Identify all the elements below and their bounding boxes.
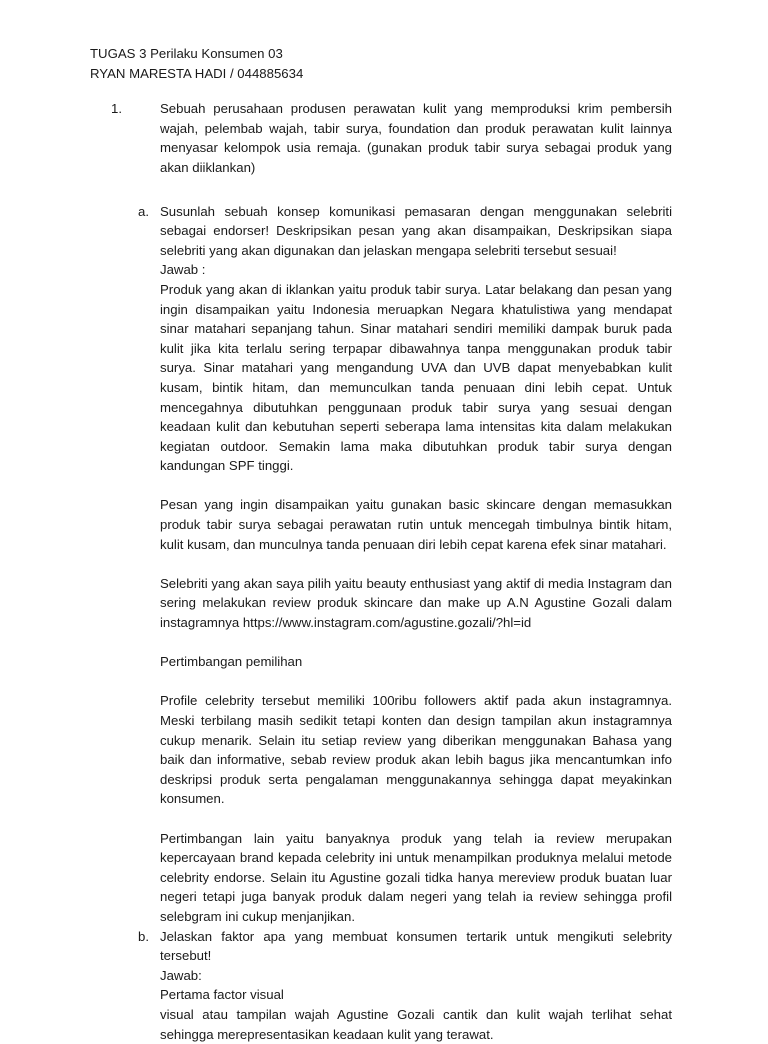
assignment-title: TUGAS 3 Perilaku Konsumen 03 [90,46,283,61]
part-a-answer-paragraph-3: Selebriti yang akan saya pilih yaitu beauty enthusiast yang aktif di media Instagram dan sering melakukan review produk skincare dan make up A.N Agustine Gozali dalam instagramnya https://www.instagram.com/agustine.gozali/?hl=id [160,575,672,631]
part-a-question: Susunlah sebuah konsep komunikasi pemasaran dengan menggunakan selebriti sebagai endorser! Deskripsikan pesan yang akan disampaikan, Deskripsikan siapa selebriti yang akan digunakan dan jelaskan mengapa selebriti tersebut sesuai! [160,203,672,258]
part-a-answer-paragraph-4: Profile celebrity tersebut memiliki 100ribu followers aktif pada akun instagramnya. Meski terbilang masih sedikit tetapi konten dan design tampilan akun instagramnya cukup menarik. Selain itu setiap review yang diberikan menggunakan Bahasa yang baik dan informative, sebab review produk akan lebih bagus jika mencantumkan info deskripsi produk serta pengalaman menggunakannya sehingga dapat meyakinkan konsumen. [160,693,672,807]
part-a-answer-paragraph-1: Produk yang akan di iklankan yaitu produk tabir surya. Latar belakang dan pesan yang ingin disampaikan yaitu Indonesia meruapkan Negara khatulistiwa yang mendapat sinar matahari sepanjang tahun. Sinar matahari sendiri memiliki dampak buruk pada kulit jika kita terlalu sering terpapar dibawahnya tanpa menggunakan produk tabir surya. Sinar matahari yang mengandung UVA dan UVB dapat menyebabkan kulit kusam, bintik hitam, dan memunculkan tanda penuaan dini lebih cepat. Untuk mencegahnya dibutuhkan penggunaan produk tabir surya yang sesuai dengan keadaan kulit dan kebutuhan seperti seberapa lama intensitas kita dalam melakukan kegiatan outdoor. Semakin lama maka dibutuhkan produk tabir surya dengan kandungan SPF tinggi. [160,281,672,474]
part-b-question: Jelaskan faktor apa yang membuat konsumen tertarik untuk mengikuti selebrity tersebut! [160,928,672,964]
question-1-text: Sebuah perusahaan produsen perawatan kulit yang memproduksi krim pembersih wajah, pelembab wajah, tabir surya, foundation dan produk perawatan kulit lainnya menyasar kelompok usia remaja. (gunakan produk tabir surya sebagai produk yang akan diiklankan) [160,101,672,175]
part-a-marker: a. [138,203,149,219]
part-a-subheading: Pertimbangan pemilihan [160,654,303,670]
part-a-answer-paragraph-2: Pesan yang ingin disampaikan yaitu gunakan basic skincare dengan memasukkan produk tabir surya sebagai perawatan rutin untuk mencegah timbulnya bintik hitam, kulit kusam, dan munculnya tanda penuaan diri lebih cepat karena efek sinar matahari. [160,497,672,552]
part-a-answer-paragraph-5: Pertimbangan lain yaitu banyaknya produk yang telah ia review merupakan kepercayaan brand kepada celebrity ini untuk menampilkan produknya melalui metode celebrity endorse. Selain itu Agustine gozali tidka hanya mereview produk buatan luar negeri tetapi juga banyak produk dalam negeri yang telah ia review sehingga profil selebgram ini cukup menjanjikan. [160,830,672,924]
part-a-answer-label: Jawab : [160,262,206,278]
part-a [138,202,672,927]
student-name-id: RYAN MARESTA HADI / 044885634 [90,65,304,81]
question-1 [90,99,672,1044]
part-b [138,927,672,1044]
part-b-subheading: Pertama factor visual [160,987,284,1003]
part-b-answer-paragraph-1: visual atau tampilan wajah Agustine Gozali cantik dan kulit wajah terlihat sehat sehingga merepresentasikan keadaan kulit yang terawat. [160,1006,672,1042]
part-b-answer-label: Jawab: [160,967,202,983]
question-1-number: 1. [111,101,122,117]
part-b-marker: b. [138,928,149,944]
